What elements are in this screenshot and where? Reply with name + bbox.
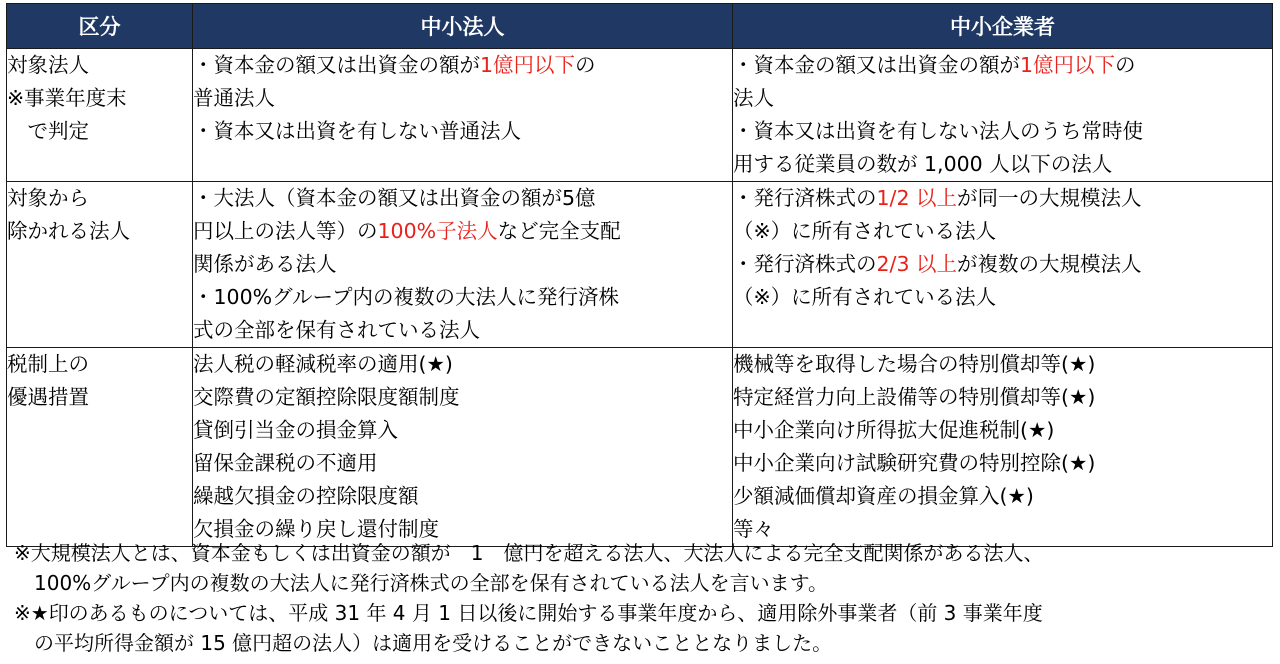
row-hojin-cell (193, 49, 733, 182)
category-label-line: 除かれる法人 (7, 219, 130, 243)
footnote-line: の平均所得金額が 15 億円超の法人）は適用を受けることができないこととなりました。 (34, 631, 833, 655)
footnote-line: ※★印のあるものについては、平成 31 年 4 月 1 日以後に開始する事業年度から、適用除外事業者（前 3 事業年度 (14, 601, 1043, 625)
highlight-text: 1/2 以上 (876, 186, 958, 210)
cell-text: 少額減価償却資産の損金算入(★) (733, 484, 1034, 508)
cell-text: 中小企業向け試験研究費の特別控除(★) (733, 451, 1096, 475)
cell-text: 等々 (733, 517, 774, 541)
highlight-text: 1億円以下 (480, 53, 576, 77)
row-kigyo-cell (733, 348, 1273, 547)
cell-text-line (733, 148, 1272, 181)
row-category-cell (7, 182, 193, 348)
cell-text: 特定経営力向上設備等の特別償却等(★) (733, 385, 1096, 409)
row-category-cell (7, 348, 193, 547)
cell-text: 法人 (733, 86, 774, 110)
cell-text: （※）に所有されている法人 (733, 285, 997, 309)
cell-text-line (733, 281, 1272, 314)
cell-text: 式の全部を保有されている法人 (193, 318, 480, 342)
cell-text-line (193, 215, 732, 248)
header-small-corporation: 中小法人 (193, 4, 733, 49)
category-label-line: 優遇措置 (7, 385, 89, 409)
cell-text: が複数の大規模法人 (957, 252, 1142, 276)
cell-text: ・資本金の額又は出資金の額が (193, 53, 480, 77)
comparison-table (6, 3, 1273, 547)
cell-text-line (193, 248, 732, 281)
cell-text-line (733, 215, 1272, 248)
cell-text-line (193, 182, 732, 215)
cell-text-line (733, 348, 1272, 381)
cell-text: 留保金課税の不適用 (193, 451, 378, 475)
category-label-line: ※事業年度末 (7, 86, 127, 110)
cell-text: 関係がある法人 (193, 252, 337, 276)
cell-text-line (733, 115, 1272, 148)
cell-text: の (1115, 53, 1136, 77)
cell-text-line (193, 348, 732, 381)
category-label-line: で判定 (7, 119, 89, 143)
cell-text: 貸倒引当金の損金算入 (193, 418, 398, 442)
cell-text: の (575, 53, 596, 77)
cell-text: 中小企業向け所得拡大促進税制(★) (733, 418, 1055, 442)
cell-text-line (193, 381, 732, 414)
cell-text: ・資本金の額又は出資金の額が (733, 53, 1020, 77)
highlight-text: 100%子法人 (377, 219, 498, 243)
row-hojin-cell (193, 182, 733, 348)
cell-text: ・発行済株式の (733, 252, 877, 276)
header-sme: 中小企業者 (733, 4, 1273, 49)
cell-text-line (193, 447, 732, 480)
cell-text-line (733, 414, 1272, 447)
category-label-line: 対象から (7, 186, 89, 210)
cell-text-line (733, 49, 1272, 82)
cell-text: 法人税の軽減税率の適用(★) (193, 352, 453, 376)
cell-text: 繰越欠損金の控除限度額 (193, 484, 419, 508)
header-category: 区分 (7, 4, 193, 49)
cell-text-line (193, 480, 732, 513)
cell-text-line (733, 248, 1272, 281)
cell-text-line (733, 447, 1272, 480)
table-row (7, 182, 1273, 348)
row-kigyo-cell (733, 182, 1273, 348)
cell-text-line (193, 82, 732, 115)
cell-text: 機械等を取得した場合の特別償却等(★) (733, 352, 1096, 376)
footnote-line: ※大規模法人とは、資本金もしくは出資金の額が 1 億円を超える法人、大法人による完全支配関係がある法人、 (14, 541, 1044, 565)
highlight-text: 2/3 以上 (876, 252, 958, 276)
cell-text-line (733, 82, 1272, 115)
footnote-line: 100%グループ内の複数の大法人に発行済株式の全部を保有されている法人を言います。 (34, 571, 828, 595)
cell-text-line (193, 414, 732, 447)
cell-text: 用する従業員の数が 1,000 人以下の法人 (733, 152, 1113, 176)
cell-text: 普通法人 (193, 86, 275, 110)
cell-text-line (193, 115, 732, 148)
cell-text-line (193, 314, 732, 347)
table-row (7, 49, 1273, 182)
row-kigyo-cell (733, 49, 1273, 182)
cell-text: ・資本又は出資を有しない法人のうち常時使 (733, 119, 1143, 143)
table-row (7, 348, 1273, 547)
cell-text: ・発行済株式の (733, 186, 877, 210)
cell-text-line (193, 281, 732, 314)
category-label-line: 税制上の (7, 352, 89, 376)
highlight-text: 1億円以下 (1020, 53, 1116, 77)
cell-text: 円以上の法人等）の (193, 219, 378, 243)
cell-text: 交際費の定額控除限度額制度 (193, 385, 460, 409)
cell-text: （※）に所有されている法人 (733, 219, 997, 243)
cell-text-line (733, 182, 1272, 215)
cell-text: など完全支配 (497, 219, 621, 243)
cell-text-line (193, 49, 732, 82)
category-label-line: 対象法人 (7, 53, 89, 77)
footnotes (14, 538, 1043, 658)
row-hojin-cell (193, 348, 733, 547)
table-header-row (7, 4, 1273, 49)
cell-text-line (733, 381, 1272, 414)
cell-text: 欠損金の繰り戻し還付制度 (193, 517, 439, 541)
cell-text: ・100%グループ内の複数の大法人に発行済株 (193, 285, 619, 309)
cell-text: ・大法人（資本金の額又は出資金の額が5億 (193, 186, 596, 210)
cell-text-line (733, 480, 1272, 513)
cell-text: ・資本又は出資を有しない普通法人 (193, 119, 521, 143)
row-category-cell (7, 49, 193, 182)
cell-text: が同一の大規模法人 (957, 186, 1142, 210)
